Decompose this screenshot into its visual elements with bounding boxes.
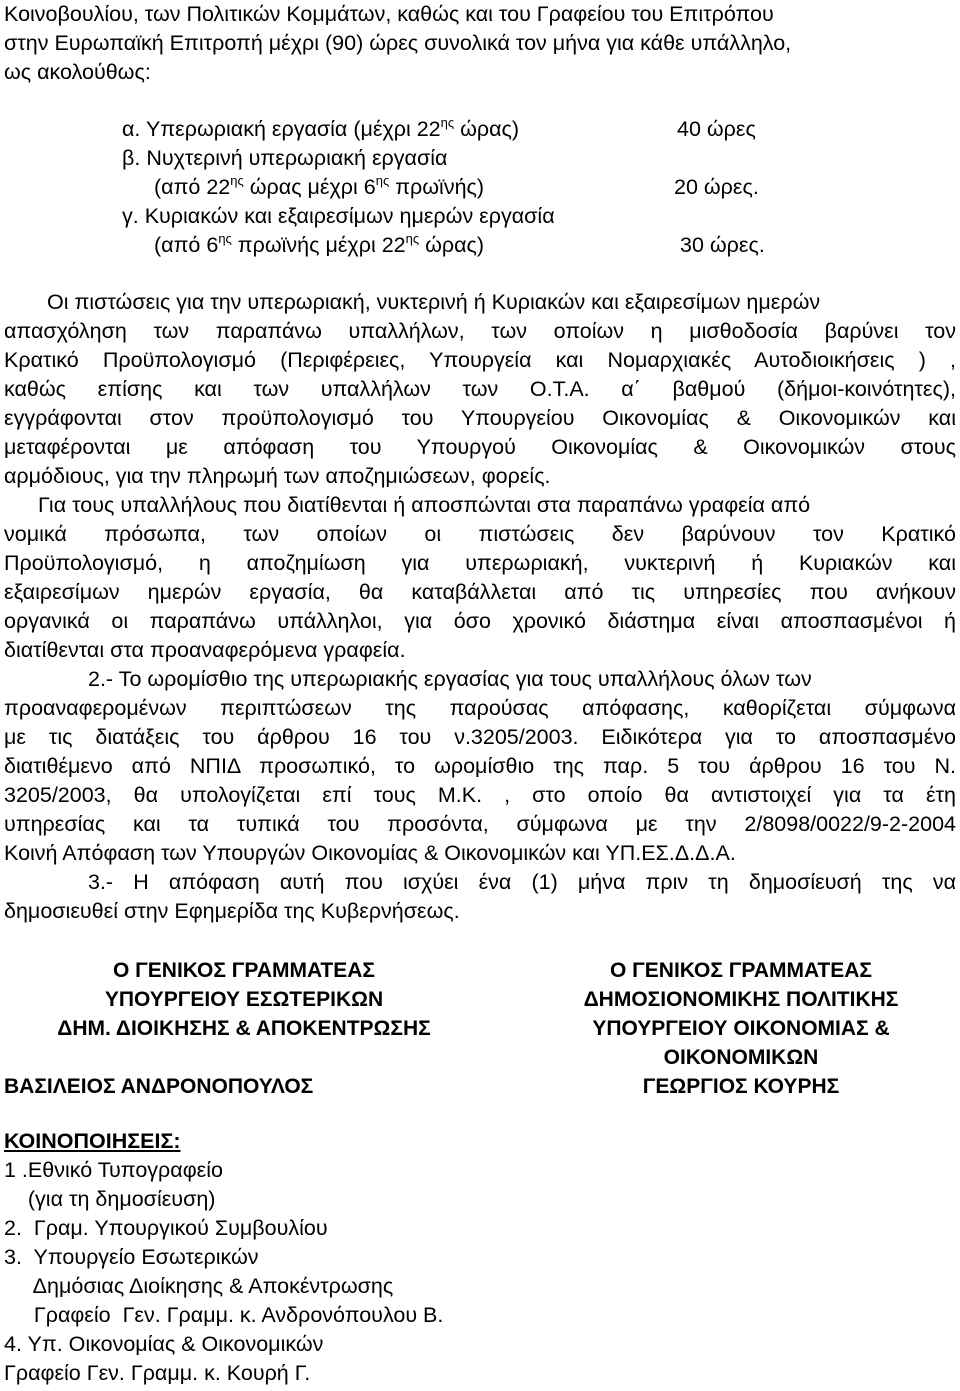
overtime-item-label: γ. Κυριακών και εξαιρεσίμων ημερών εργασία: [122, 204, 555, 228]
paragraph-line: προαναφερομένων περιπτώσεων της παρούσας απόφασης, καθορίζεται σύμφωνα: [4, 696, 956, 720]
signature-title-line: ΥΠΟΥΡΓΕΙΟΥ ΟΙΚΟΝΟΜΙΑΣ &: [592, 1017, 890, 1040]
paragraph-line: νομικά πρόσωπα, των οποίων οι πιστώσεις δεν βαρύνουν τον Κρατικό: [4, 522, 956, 546]
overtime-item-hours: 40 ώρες: [677, 117, 756, 141]
signature-left: [4, 956, 484, 1043]
cc-item: 4. Υπ. Οικονομίας & Οικονομικών: [4, 1332, 324, 1356]
cc-item: Γραφείο Γεν. Γραμμ. κ. Κουρή Γ.: [4, 1361, 311, 1385]
paragraph-line: 3.- Η απόφαση αυτή που ισχύει ένα (1) μήνα πριν τη δημοσίευσή της να: [88, 870, 956, 894]
paragraph-line: Κρατικό Προϋπολογισμό (Περιφέρειες, Υπουργεία και Νομαρχιακές Αυτοδιοικήσεις ) ,: [4, 348, 956, 372]
overtime-item-hours: 20 ώρες.: [674, 175, 759, 199]
signature-title-line: ΔΗΜΟΣΙΟΝΟΜΙΚΗΣ ΠΟΛΙΤΙΚΗΣ: [583, 988, 899, 1011]
overtime-item-label: β. Νυχτερινή υπερωριακή εργασία: [122, 146, 448, 170]
paragraph-line: διατίθενται στα προαναφερόμενα γραφεία.: [4, 638, 406, 662]
overtime-item-c: [4, 202, 956, 231]
cc-item: (για τη δημοσίευση): [4, 1187, 216, 1211]
paragraph-line: εξαιρεσίμων ημερών εργασία, θα καταβάλλεται από τις υπηρεσίες που ανήκουν: [4, 580, 956, 604]
paragraph-line: αρμόδιους, για την πληρωμή των αποζημιώσεων, φορείς.: [4, 464, 551, 488]
cc-item: 1 .Εθνικό Τυπογραφείο: [4, 1158, 223, 1182]
cc-list: [4, 1127, 443, 1388]
paragraph-line: διατιθέμενο από ΝΠΙΔ προσωπικό, το ωρομίσθιο της παρ. 5 του άρθρου 16 του Ν.: [4, 754, 956, 778]
paragraph-line: καθώς επίσης και των υπαλλήλων των Ο.Τ.Α. α΄ βαθμού (δήμοι-κοινότητες),: [4, 377, 956, 401]
cc-title: ΚΟΙΝΟΠΟΙΗΣΕΙΣ:: [4, 1129, 181, 1153]
paragraph-line: Οι πιστώσεις για την υπερωριακή, νυκτερινή ή Κυριακών και εξαιρεσίμων ημερών: [47, 290, 821, 314]
signature-title-line: Ο ΓΕΝΙΚΟΣ ΓΡΑΜΜΑΤΕΑΣ: [609, 959, 873, 982]
overtime-item-a: [4, 115, 956, 144]
paragraph-effective: [4, 868, 956, 926]
signature-left-name: ΒΑΣΙΛΕΙΟΣ ΑΝΔΡΟΝΟΠΟΥΛΟΣ: [4, 1075, 314, 1098]
overtime-item-c-detail: [4, 231, 956, 260]
paragraph-line: εγγράφονται στον προϋπολογισμό του Υπουργείου Οικονομίας & Οικονομικών και: [4, 406, 956, 430]
paragraph-hourly-rate: [4, 665, 956, 868]
intro-block: [4, 0, 791, 87]
signature-title-line: ΔΗΜ. ΔΙΟΙΚΗΣΗΣ & ΑΠΟΚΕΝΤΡΩΣΗΣ: [57, 1017, 431, 1040]
paragraph-credits: [4, 288, 956, 491]
paragraph-line: μεταφέρονται με απόφαση του Υπουργού Οικονομίας & Οικονομικών στους: [4, 435, 956, 459]
overtime-item-label: (από $6^{\eta\varsigma}$ πρωϊνής μέχρι $22^{\eta\varsigma}$ ώρας): [154, 231, 485, 257]
intro-line: Κοινοβουλίου, των Πολιτικών Κομμάτων, καθώς και του Γραφείου του Επιτρόπου: [4, 2, 774, 26]
paragraph-line: 3205/2003, θα υπολογίζεται επί τους Μ.Κ. , στο οποίο θα αντιστοιχεί για τα έτη: [4, 783, 956, 807]
paragraph-line: Προϋπολογισμό, η αποζημίωση για υπερωριακή, νυκτερινή ή Κυριακών και: [4, 551, 956, 575]
paragraph-line: Κοινή Απόφαση των Υπουργών Οικονομίας & Οικονομικών και ΥΠ.ΕΣ.Δ.Δ.Α.: [4, 841, 736, 865]
signature-right: [502, 956, 960, 1101]
paragraph-line: οργανικά οι παραπάνω υπάλληλοι, για όσο χρονικό διάστημα είναι αποσπασμένοι ή: [4, 609, 956, 633]
cc-item: 3. Υπουργείο Εσωτερικών: [4, 1245, 259, 1269]
signature-right-name: ΓΕΩΡΓΙΟΣ ΚΟΥΡΗΣ: [642, 1075, 840, 1098]
overtime-item-b-detail: [4, 173, 956, 202]
signature-title-line: Ο ΓΕΝΙΚΟΣ ΓΡΑΜΜΑΤΕΑΣ: [112, 959, 376, 982]
overtime-item-label: α. Υπερωριακή εργασία (μέχρι $22^{\eta\varsigma}$ ώρας): [122, 115, 520, 141]
paragraph-line: απασχόληση των παραπάνω υπαλλήλων, των οποίων η μισθοδοσία βαρύνει τον: [4, 319, 956, 343]
signature-title-line: ΥΠΟΥΡΓΕΙΟΥ ΕΣΩΤΕΡΙΚΩΝ: [104, 988, 384, 1011]
paragraph-seconded: [4, 491, 956, 665]
signature-title-line: ΟΙΚΟΝΟΜΙΚΩΝ: [663, 1046, 819, 1069]
cc-item: Δημόσιας Διοίκησης & Αποκέντρωσης: [4, 1274, 394, 1298]
intro-line: ως ακολούθως:: [4, 60, 151, 84]
overtime-item-label: (από $22^{\eta\varsigma}$ ώρας μέχρι $6^{\eta\varsigma}$ πρωϊνής): [154, 173, 485, 199]
cc-item: 2. Γραμ. Υπουργικού Συμβουλίου: [4, 1216, 328, 1240]
overtime-item-b: [4, 144, 956, 173]
overtime-list: [4, 115, 956, 260]
paragraph-line: υπηρεσίας και τα τυπικά του προσόντα, σύμφωνα με την 2/8098/0022/9-2-2004: [4, 812, 956, 836]
paragraph-line: Για τους υπαλλήλους που διατίθενται ή αποσπώνται στα παραπάνω γραφεία από: [38, 493, 811, 517]
paragraph-line: 2.- Το ωρομίσθιο της υπερωριακής εργασίας για τους υπαλλήλους όλων των: [88, 667, 812, 691]
paragraph-line: δημοσιευθεί στην Εφημερίδα της Κυβερνήσεως.: [4, 899, 460, 923]
overtime-item-hours: 30 ώρες.: [680, 233, 765, 257]
paragraph-line: με τις διατάξεις του άρθρου 16 του ν.3205/2003. Ειδικότερα για το αποσπασμένο: [4, 725, 956, 749]
intro-line: στην Ευρωπαϊκή Επιτροπή μέχρι (90) ώρες συνολικά τον μήνα για κάθε υπάλληλο,: [4, 31, 792, 55]
cc-item: Γραφείο Γεν. Γραμμ. κ. Ανδρονόπουλου Β.: [4, 1303, 444, 1327]
